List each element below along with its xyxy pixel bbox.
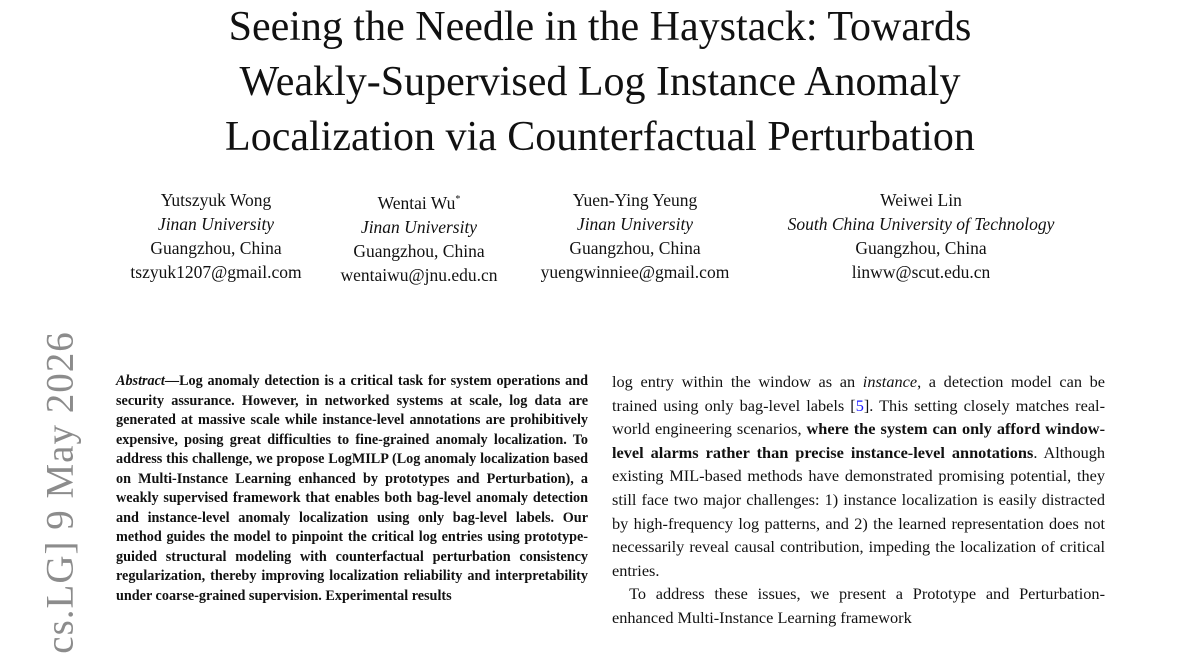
author-name: Yuen-Ying Yeung xyxy=(572,190,698,210)
author-location: Guangzhou, China xyxy=(569,238,701,258)
author-email[interactable]: linww@scut.edu.cn xyxy=(851,262,991,282)
author-affiliation: Jinan University xyxy=(157,214,275,234)
abstract-text: Log anomaly detection is a critical task for system operations and security assurance. However, in networked systems at scale, log data are generated at massive scale while instance-level annotations are prohibitively expensive, posing great difficulties to fine-grained anomaly localization. To address this challenge, we propose LogMILP (Log anomaly localization based on Multi-Instance Learning enhanced by prototypes and Perturbation), a weakly supervised framework that enables both bag-level anomaly detection and instance-level anomaly localization using only bag-level labels. Our method guides the model to pinpoint the critical log entries using prototype-guided structural modeling with counterfactual perturbation consistency regularization, thereby improving localization reliability and interpretability under coarse-grained supervision. Experimental results xyxy=(116,373,588,604)
body-bold: where the system can only afford window-level alarms rather than precise instance-level annotations xyxy=(612,419,1105,462)
author-email[interactable]: yuengwinniee@gmail.com xyxy=(540,262,730,282)
abstract xyxy=(116,372,588,606)
author-name: Wentai Wu xyxy=(377,192,456,213)
body-column-right xyxy=(612,370,1105,630)
abstract-dash: — xyxy=(164,373,180,389)
title-line-2: Weakly-Supervised Log Instance Anomaly xyxy=(239,59,961,105)
body-text: ]. This setting closely matches real-world engineering scenarios, xyxy=(612,395,1105,439)
corresponding-mark: * xyxy=(455,194,461,205)
author-email[interactable]: tszyuk1207@gmail.com xyxy=(130,262,302,282)
author-block-3 xyxy=(530,188,740,284)
author-email[interactable]: wentaiwu@jnu.edu.cn xyxy=(340,264,498,285)
body-paragraph-2: To address these issues, we present a Prototype and Perturbation-enhanced Multi-Instance Learning framework xyxy=(612,584,1105,627)
author-name: Yutszyuk Wong xyxy=(160,190,272,210)
body-text: . Although existing MIL-based methods have demonstrated promising potential, they still face two major challenges: 1) instance localization is easily distracted by high-frequency log patterns, and 2) the learned representation does not necessarily reveal causal contribution, impeding the localization of critical entries. xyxy=(612,442,1106,580)
title-line-3: Localization via Counterfactual Perturbation xyxy=(225,114,975,160)
author-block-1 xyxy=(116,188,316,284)
author-block-4 xyxy=(765,188,1077,284)
title-line-1: Seeing the Needle in the Haystack: Towards xyxy=(228,4,972,50)
body-paragraph-1 xyxy=(612,370,1105,582)
abstract-label: Abstract xyxy=(116,373,165,389)
author-location: Guangzhou, China xyxy=(150,238,282,258)
body-text: log entry within the window as an xyxy=(612,372,863,391)
author-affiliation: Jinan University xyxy=(360,216,478,237)
author-name: Weiwei Lin xyxy=(880,190,962,210)
author-name-row xyxy=(334,188,504,215)
citation-link[interactable]: 5 xyxy=(855,395,864,415)
body-emphasis: instance xyxy=(862,372,918,391)
arxiv-side-stamp: cs.LG] 9 May 2026 xyxy=(38,331,82,654)
author-location: Guangzhou, China xyxy=(353,240,485,261)
body-text: , a detection model can be trained using only bag-level labels [ xyxy=(612,372,1106,415)
author-affiliation: Jinan University xyxy=(576,214,694,234)
author-block-2 xyxy=(334,188,504,287)
paper-title xyxy=(0,0,1200,165)
author-affiliation: South China University of Technology xyxy=(787,214,1055,234)
author-location: Guangzhou, China xyxy=(855,238,987,258)
